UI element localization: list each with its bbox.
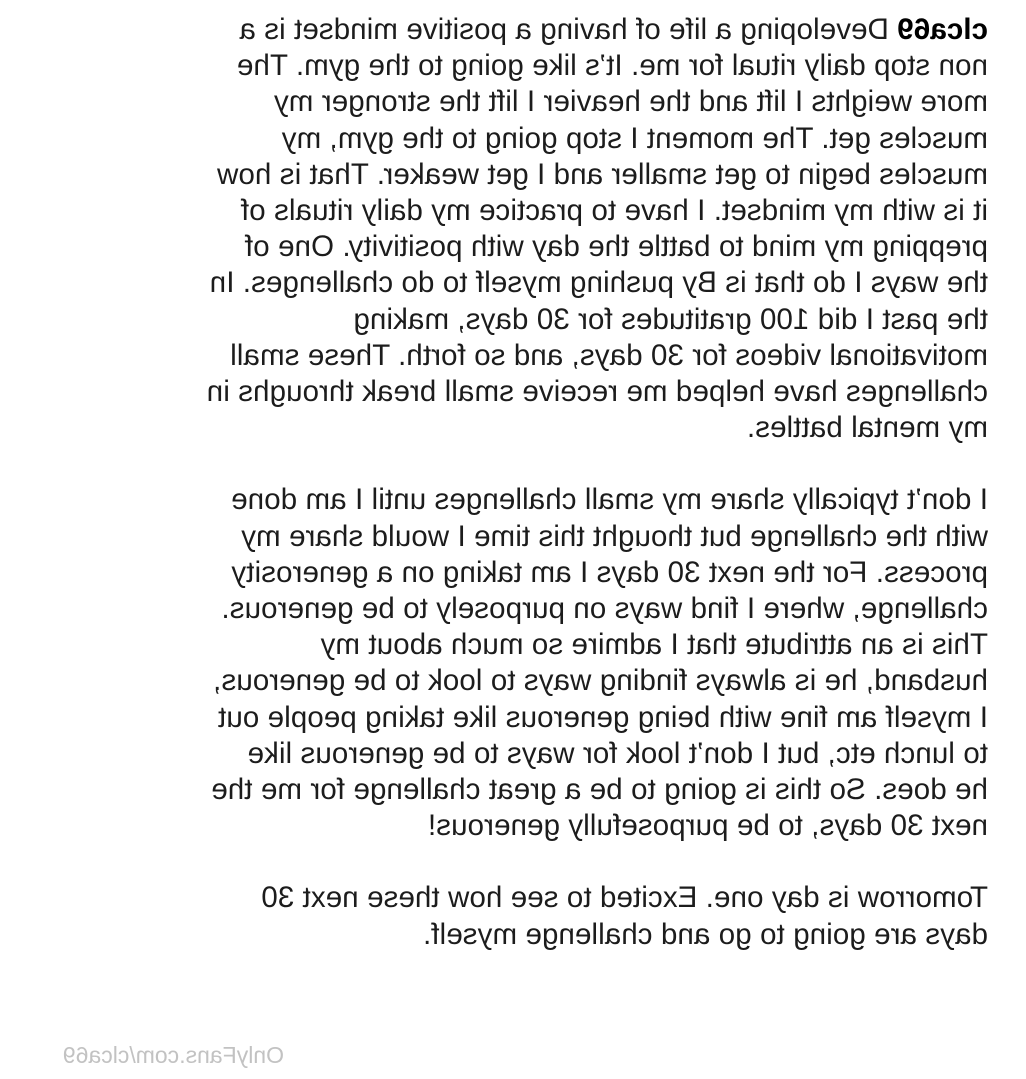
caption-paragraph-2: I don’t typically share my small challenges until I am done with the challenge but thought this time I would share my process. For the next 30 days I am taking on a generosity challenge, where I find ways on purposely to be generous. This is an attribute that I admire so much about my husband, he is always finding ways to look to be generous, I myself am fine with being generous like taking people out to lunch etc, but I don’t look for ways to be generous like he does. So this is going to be a great challenge for me the next 30 days, to be purposefully generous!	[211, 483, 988, 843]
post-username[interactable]: clca69	[897, 13, 988, 46]
post-caption	[36, 12, 988, 989]
caption-paragraph-3: Tomorrow is day one. Excited to see how these next 30 days are going to go and challenge myself.	[261, 881, 988, 951]
caption-text-1: Developing a life of having a positive mindset is a non stop daily ritual for me. It’s like going to the gym. The more weights I lift and the heavier I lift the stronger my muscles get. The moment I stop going to the gym, my muscles begin to get smaller and I get weaker. That is how it is with my mindset. I have to practice my daily rituals of prepping my mind to battle the day with positivity. One of the ways I do that is By pushing myself to do challenges. In the past I did 100 gratitudes for 30 days, making motivational videos for 30 days, and so forth. These small challenges have helped me receive small break throughs in my mental battles.	[206, 13, 988, 445]
site-watermark: OnlyFans.com/clca69	[62, 1042, 284, 1068]
caption-paragraph-1	[36, 12, 988, 446]
